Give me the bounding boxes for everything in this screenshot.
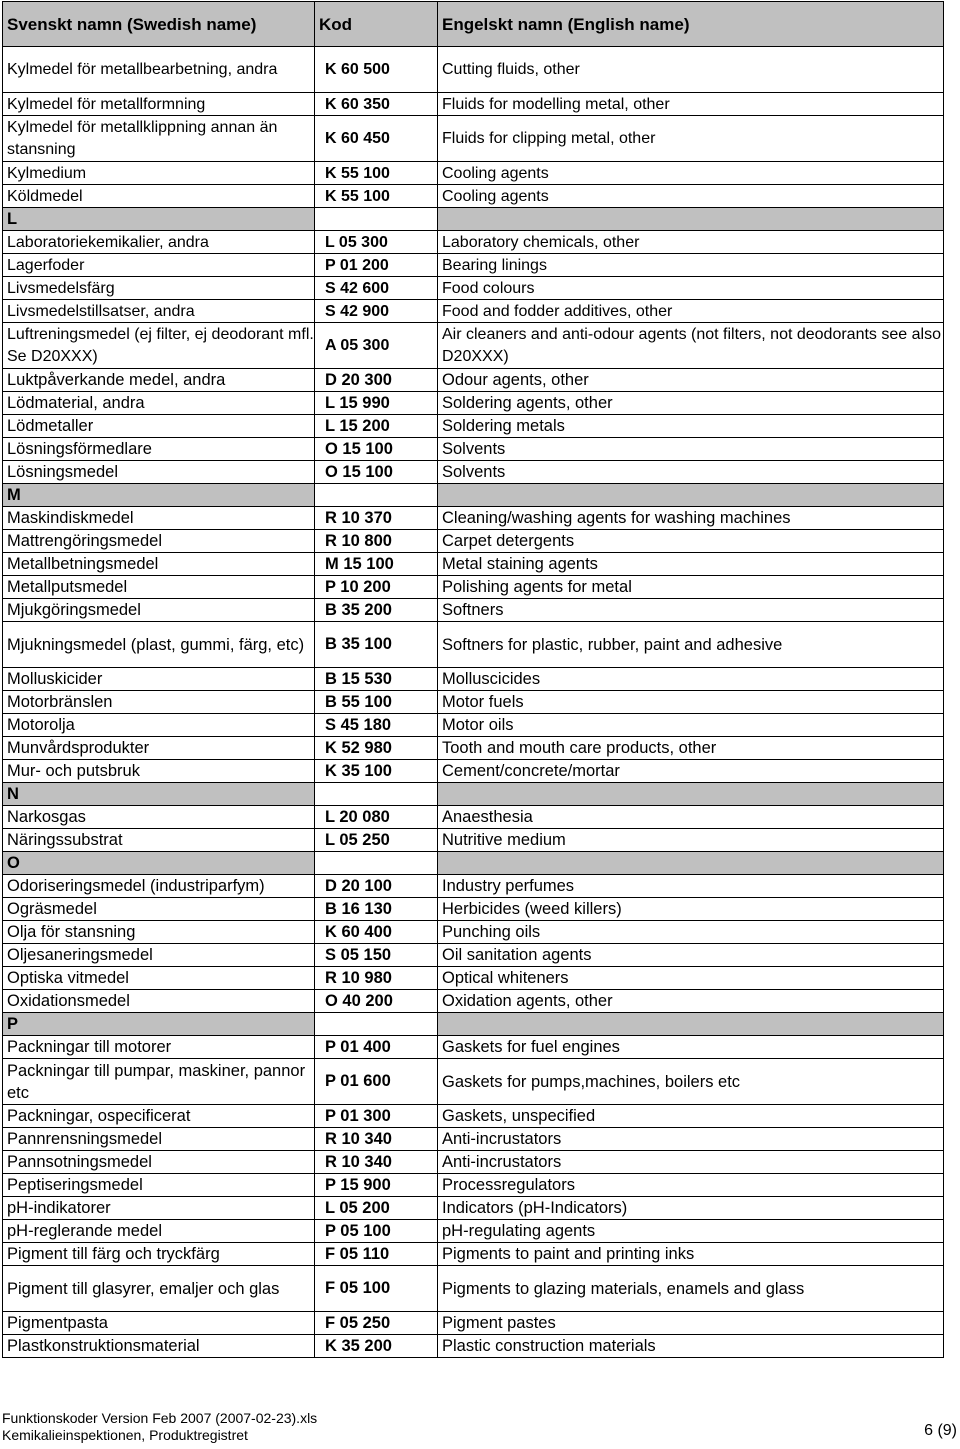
swedish-name-cell: Luktpåverkande medel, andra: [3, 369, 315, 392]
code-cell: P 01 300: [315, 1105, 438, 1128]
english-name-cell: Soldering metals: [438, 415, 944, 438]
table-row: [3, 116, 944, 162]
swedish-name-cell: Plastkonstruktionsmaterial: [3, 1335, 315, 1358]
code-cell: F 05 110: [315, 1243, 438, 1266]
code-cell: O 40 200: [315, 990, 438, 1013]
code-cell: R 10 340: [315, 1151, 438, 1174]
table-row: [3, 461, 944, 484]
swedish-name-cell: Maskindiskmedel: [3, 507, 315, 530]
section-letter: P: [3, 1013, 315, 1036]
code-cell: K 35 100: [315, 760, 438, 783]
code-cell: K 60 400: [315, 921, 438, 944]
function-code-table: [2, 1, 944, 1358]
english-name-cell: Cement/concrete/mortar: [438, 760, 944, 783]
code-cell: L 15 200: [315, 415, 438, 438]
english-name-cell: Carpet detergents: [438, 530, 944, 553]
swedish-name-cell: Oljesaneringsmedel: [3, 944, 315, 967]
table-row: [3, 1036, 944, 1059]
code-cell: D 20 100: [315, 875, 438, 898]
page-number: 6 (9): [924, 1422, 957, 1439]
column-header-swedish: Svenskt namn (Swedish name): [3, 2, 315, 47]
english-name-cell: Anti-incrustators: [438, 1151, 944, 1174]
english-name-cell: Herbicides (weed killers): [438, 898, 944, 921]
swedish-name-cell: Laboratoriekemikalier, andra: [3, 231, 315, 254]
swedish-name-cell: pH-indikatorer: [3, 1197, 315, 1220]
english-name-cell: Cutting fluids, other: [438, 47, 944, 93]
swedish-name-cell: Ogräsmedel: [3, 898, 315, 921]
code-cell: M 15 100: [315, 553, 438, 576]
swedish-name-cell: Livsmedelstillsatser, andra: [3, 300, 315, 323]
code-cell: P 15 900: [315, 1174, 438, 1197]
english-name-cell: Fluids for clipping metal, other: [438, 116, 944, 162]
table-row: [3, 576, 944, 599]
section-letter: L: [3, 208, 315, 231]
table-row: [3, 760, 944, 783]
english-name-cell: Anti-incrustators: [438, 1128, 944, 1151]
code-cell: S 45 180: [315, 714, 438, 737]
footer-file-name: Funktionskoder Version Feb 2007 (2007-02-23).xls: [2, 1410, 318, 1426]
section-cell-empty: [315, 783, 438, 806]
table-row: [3, 300, 944, 323]
swedish-name-cell: Lösningsförmedlare: [3, 438, 315, 461]
code-cell: D 20 300: [315, 369, 438, 392]
table-row: [3, 438, 944, 461]
table-row: [3, 898, 944, 921]
table-row: [3, 622, 944, 668]
code-cell: P 10 200: [315, 576, 438, 599]
english-name-cell: Pigments to paint and printing inks: [438, 1243, 944, 1266]
code-cell: R 10 370: [315, 507, 438, 530]
code-cell: S 42 600: [315, 277, 438, 300]
code-cell: P 01 600: [315, 1059, 438, 1105]
section-cell-empty: [315, 208, 438, 231]
table-row: [3, 1128, 944, 1151]
table-row: [3, 1220, 944, 1243]
swedish-name-cell: Lödmaterial, andra: [3, 392, 315, 415]
table-row: [3, 1105, 944, 1128]
english-name-cell: Cooling agents: [438, 185, 944, 208]
english-name-cell: Pigment pastes: [438, 1312, 944, 1335]
english-name-cell: pH-regulating agents: [438, 1220, 944, 1243]
table-body: [3, 47, 944, 1358]
footer-organization: Kemikalieinspektionen, Produktregistret: [2, 1427, 248, 1443]
table-row: [3, 1059, 944, 1105]
section-cell-empty: [315, 1013, 438, 1036]
english-name-cell: Plastic construction materials: [438, 1335, 944, 1358]
english-name-cell: Fluids for modelling metal, other: [438, 93, 944, 116]
swedish-name-cell: Motorbränslen: [3, 691, 315, 714]
code-cell: K 60 500: [315, 47, 438, 93]
swedish-name-cell: Motorolja: [3, 714, 315, 737]
swedish-name-cell: Köldmedel: [3, 185, 315, 208]
english-name-cell: Gaskets, unspecified: [438, 1105, 944, 1128]
code-cell: O 15 100: [315, 461, 438, 484]
swedish-name-cell: Olja för stansning: [3, 921, 315, 944]
english-name-cell: Anaesthesia: [438, 806, 944, 829]
table-row: [3, 1266, 944, 1312]
english-name-cell: Motor oils: [438, 714, 944, 737]
table-row: [3, 967, 944, 990]
english-name-cell: Solvents: [438, 461, 944, 484]
code-cell: K 52 980: [315, 737, 438, 760]
english-name-cell: Cleaning/washing agents for washing machines: [438, 507, 944, 530]
table-row: [3, 691, 944, 714]
table-row: [3, 921, 944, 944]
code-cell: P 01 200: [315, 254, 438, 277]
table-row: [3, 254, 944, 277]
table-row: [3, 93, 944, 116]
code-cell: K 55 100: [315, 185, 438, 208]
english-name-cell: Motor fuels: [438, 691, 944, 714]
code-cell: P 05 100: [315, 1220, 438, 1243]
table-row: [3, 323, 944, 369]
english-name-cell: Pigments to glazing materials, enamels and glass: [438, 1266, 944, 1312]
section-letter: O: [3, 852, 315, 875]
swedish-name-cell: Mur- och putsbruk: [3, 760, 315, 783]
english-name-cell: Processregulators: [438, 1174, 944, 1197]
table-row: [3, 392, 944, 415]
swedish-name-cell: Oxidationsmedel: [3, 990, 315, 1013]
code-cell: R 10 980: [315, 967, 438, 990]
table-row: [3, 806, 944, 829]
swedish-name-cell: Mattrengöringsmedel: [3, 530, 315, 553]
table-row: [3, 668, 944, 691]
code-cell: L 05 250: [315, 829, 438, 852]
swedish-name-cell: Livsmedelsfärg: [3, 277, 315, 300]
code-cell: L 05 300: [315, 231, 438, 254]
section-letter-row: [3, 1013, 944, 1036]
section-letter: N: [3, 783, 315, 806]
code-cell: F 05 250: [315, 1312, 438, 1335]
table-row: [3, 1151, 944, 1174]
table-row: [3, 944, 944, 967]
table-row: [3, 599, 944, 622]
swedish-name-cell: Pigment till färg och tryckfärg: [3, 1243, 315, 1266]
column-header-english: Engelskt namn (English name): [438, 2, 944, 47]
english-name-cell: Gaskets for pumps,machines, boilers etc: [438, 1059, 944, 1105]
code-cell: L 20 080: [315, 806, 438, 829]
english-name-cell: Oxidation agents, other: [438, 990, 944, 1013]
swedish-name-cell: Näringssubstrat: [3, 829, 315, 852]
english-name-cell: Food and fodder additives, other: [438, 300, 944, 323]
swedish-name-cell: Packningar, ospecificerat: [3, 1105, 315, 1128]
table-row: [3, 990, 944, 1013]
table-row: [3, 415, 944, 438]
section-cell-empty: [438, 1013, 944, 1036]
swedish-name-cell: Pannsotningsmedel: [3, 1151, 315, 1174]
table-row: [3, 530, 944, 553]
english-name-cell: Molluscicides: [438, 668, 944, 691]
code-cell: F 05 100: [315, 1266, 438, 1312]
swedish-name-cell: Metallputsmedel: [3, 576, 315, 599]
swedish-name-cell: pH-reglerande medel: [3, 1220, 315, 1243]
table-row: [3, 369, 944, 392]
table-row: [3, 737, 944, 760]
code-cell: K 60 450: [315, 116, 438, 162]
code-cell: S 05 150: [315, 944, 438, 967]
swedish-name-cell: Lösningsmedel: [3, 461, 315, 484]
code-cell: O 15 100: [315, 438, 438, 461]
english-name-cell: Punching oils: [438, 921, 944, 944]
english-name-cell: Food colours: [438, 277, 944, 300]
english-name-cell: Air cleaners and anti-odour agents (not filters, not deodorants see also D20XXX): [438, 323, 944, 369]
table-row: [3, 1243, 944, 1266]
swedish-name-cell: Mjukgöringsmedel: [3, 599, 315, 622]
code-cell: L 15 990: [315, 392, 438, 415]
section-cell-empty: [315, 852, 438, 875]
english-name-cell: Tooth and mouth care products, other: [438, 737, 944, 760]
swedish-name-cell: Packningar till motorer: [3, 1036, 315, 1059]
swedish-name-cell: Odoriseringsmedel (industriparfym): [3, 875, 315, 898]
code-cell: B 35 200: [315, 599, 438, 622]
swedish-name-cell: Lödmetaller: [3, 415, 315, 438]
english-name-cell: Polishing agents for metal: [438, 576, 944, 599]
column-header-code: Kod: [315, 2, 438, 47]
code-cell: K 60 350: [315, 93, 438, 116]
code-cell: K 35 200: [315, 1335, 438, 1358]
swedish-name-cell: Packningar till pumpar, maskiner, pannor etc: [3, 1059, 315, 1105]
table-row: [3, 829, 944, 852]
english-name-cell: Bearing linings: [438, 254, 944, 277]
table-row: [3, 507, 944, 530]
swedish-name-cell: Kylmedium: [3, 162, 315, 185]
code-cell: B 15 530: [315, 668, 438, 691]
english-name-cell: Nutritive medium: [438, 829, 944, 852]
swedish-name-cell: Lagerfoder: [3, 254, 315, 277]
code-cell: P 01 400: [315, 1036, 438, 1059]
english-name-cell: Odour agents, other: [438, 369, 944, 392]
table-row: [3, 47, 944, 93]
table-row: [3, 1335, 944, 1358]
swedish-name-cell: Mjukningsmedel (plast, gummi, färg, etc): [3, 622, 315, 668]
english-name-cell: Soldering agents, other: [438, 392, 944, 415]
section-cell-empty: [438, 852, 944, 875]
english-name-cell: Solvents: [438, 438, 944, 461]
swedish-name-cell: Peptiseringsmedel: [3, 1174, 315, 1197]
english-name-cell: Softners for plastic, rubber, paint and adhesive: [438, 622, 944, 668]
table-row: [3, 185, 944, 208]
table-row: [3, 1174, 944, 1197]
english-name-cell: Softners: [438, 599, 944, 622]
swedish-name-cell: Metallbetningsmedel: [3, 553, 315, 576]
code-cell: B 35 100: [315, 622, 438, 668]
english-name-cell: Industry perfumes: [438, 875, 944, 898]
section-cell-empty: [438, 208, 944, 231]
code-cell: R 10 800: [315, 530, 438, 553]
code-cell: A 05 300: [315, 323, 438, 369]
swedish-name-cell: Molluskicider: [3, 668, 315, 691]
table-row: [3, 231, 944, 254]
table-header-row: [3, 2, 944, 47]
swedish-name-cell: Pigment till glasyrer, emaljer och glas: [3, 1266, 315, 1312]
table-row: [3, 714, 944, 737]
section-cell-empty: [315, 484, 438, 507]
section-cell-empty: [438, 783, 944, 806]
table-row: [3, 1197, 944, 1220]
section-letter: M: [3, 484, 315, 507]
english-name-cell: Metal staining agents: [438, 553, 944, 576]
table-row: [3, 162, 944, 185]
code-cell: B 16 130: [315, 898, 438, 921]
swedish-name-cell: Kylmedel för metallbearbetning, andra: [3, 47, 315, 93]
swedish-name-cell: Optiska vitmedel: [3, 967, 315, 990]
swedish-name-cell: Pigmentpasta: [3, 1312, 315, 1335]
section-letter-row: [3, 783, 944, 806]
english-name-cell: Cooling agents: [438, 162, 944, 185]
swedish-name-cell: Kylmedel för metallklippning annan än stansning: [3, 116, 315, 162]
english-name-cell: Indicators (pH-Indicators): [438, 1197, 944, 1220]
english-name-cell: Gaskets for fuel engines: [438, 1036, 944, 1059]
english-name-cell: Laboratory chemicals, other: [438, 231, 944, 254]
swedish-name-cell: Munvårdsprodukter: [3, 737, 315, 760]
swedish-name-cell: Luftreningsmedel (ej filter, ej deodorant mfl. Se D20XXX): [3, 323, 315, 369]
section-cell-empty: [438, 484, 944, 507]
table-row: [3, 553, 944, 576]
table-row: [3, 277, 944, 300]
section-letter-row: [3, 484, 944, 507]
section-letter-row: [3, 208, 944, 231]
english-name-cell: Optical whiteners: [438, 967, 944, 990]
swedish-name-cell: Narkosgas: [3, 806, 315, 829]
code-cell: R 10 340: [315, 1128, 438, 1151]
table-row: [3, 875, 944, 898]
code-cell: K 55 100: [315, 162, 438, 185]
swedish-name-cell: Pannrensningsmedel: [3, 1128, 315, 1151]
table-row: [3, 1312, 944, 1335]
swedish-name-cell: Kylmedel för metallformning: [3, 93, 315, 116]
section-letter-row: [3, 852, 944, 875]
code-cell: S 42 900: [315, 300, 438, 323]
code-cell: B 55 100: [315, 691, 438, 714]
english-name-cell: Oil sanitation agents: [438, 944, 944, 967]
code-cell: L 05 200: [315, 1197, 438, 1220]
